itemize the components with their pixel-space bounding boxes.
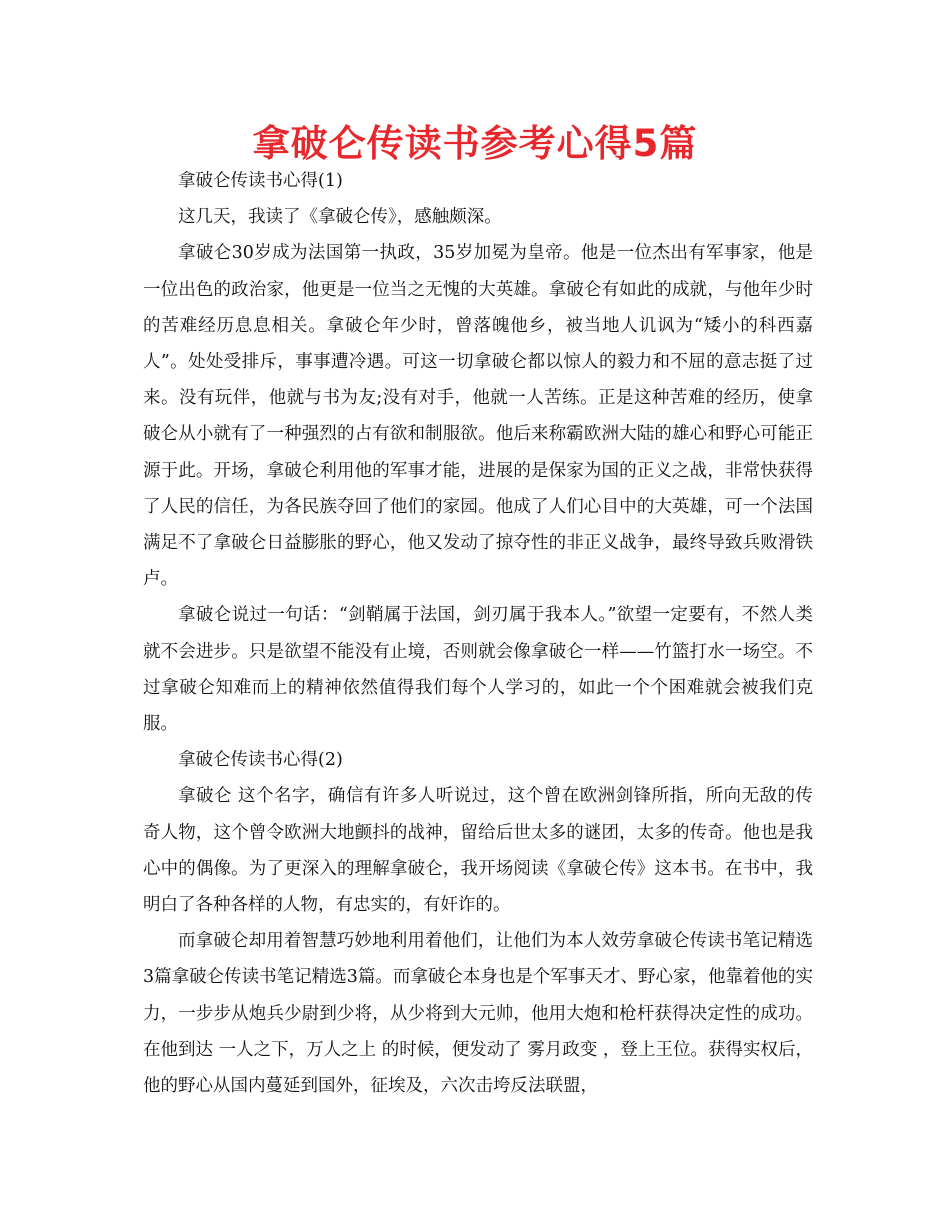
section-heading-2: 拿破仑传读书心得(2) [178, 750, 343, 771]
paragraph-body: 拿破仑说过一句话：“剑鞘属于法国，剑刃属于我本人。”欲望一定要有，不然人类就不会进步。只是欲望不能没有止境，否则就会像拿破仑一样——竹篮打水一场空。不过拿破仑知难而上的精神依然值得我们每个人学习的，如此一个个困难就会被我们克服。 [143, 605, 813, 735]
document-title: 拿破仑传读书参考心得5篇 [252, 122, 698, 165]
paragraph-body: 而拿破仑却用着智慧巧妙地利用着他们，让他们为本人效劳拿破仑传读书笔记精选3篇拿破仑传读书笔记精选3篇。而拿破仑本身也是个军事天才、野心家，他靠着他的实力，一步步从炮兵少尉到少将，从少将到大元帅，他用大炮和枪杆获得决定性的成功。在他到达 一人之下，万人之上 的时候，便发动了 雾月政变 ，登上王位。获得实权后，他的野心从国内蔓延到国外，征埃及，六次击垮反法联盟， [143, 931, 813, 1097]
paragraph-body: 拿破仑 这个名字，确信有许多人听说过，这个曾在欧洲剑锋所指，所向无敌的传奇人物，这个曾令欧洲大地颤抖的战神，留给后世太多的谜团，太多的传奇。他也是我心中的偶像。为了更深入的理解拿破仑，我开场阅读《拿破仑传》这本书。在书中，我明白了各种各样的人物，有忠实的，有奸诈的。 [143, 786, 813, 916]
section-heading-1: 拿破仑传读书心得(1) [178, 171, 343, 191]
paragraph-body: 拿破仑30岁成为法国第一执政，35岁加冕为皇帝。他是一位杰出有军事家，他是一位出色的政治家，他更是一位当之无愧的大英雄。拿破仑有如此的成就，与他年少时的苦难经历息息相关。拿破仑年少时，曾落魄他乡，被当地人讥讽为“矮小的科西嘉人”。处处受排斥，事事遭冷遇。可这一切拿破仑都以惊人的毅力和不屈的意志挺了过来。没有玩伴，他就与书为友;没有对手，他就一人苦练。正是这种苦难的经历，使拿破仑从小就有了一种强烈的占有欲和制服欲。他后来称霸欧洲大陆的雄心和野心可能正源于此。开场，拿破仑利用他的军事才能，进展的是保家为国的正义之战，非常快获得了人民的信任，为各民族夺回了他们的家园。他成了人们心目中的大英雄，可一个法国满足不了拿破仑日益膨胀的野心，他又发动了掠夺性的非正义战争，最终导致兵败滑铁卢。 [143, 243, 813, 590]
paragraph-intro: 这几天，我读了《拿破仑传》，感触颇深。 [178, 207, 502, 228]
document-body [143, 163, 813, 1104]
